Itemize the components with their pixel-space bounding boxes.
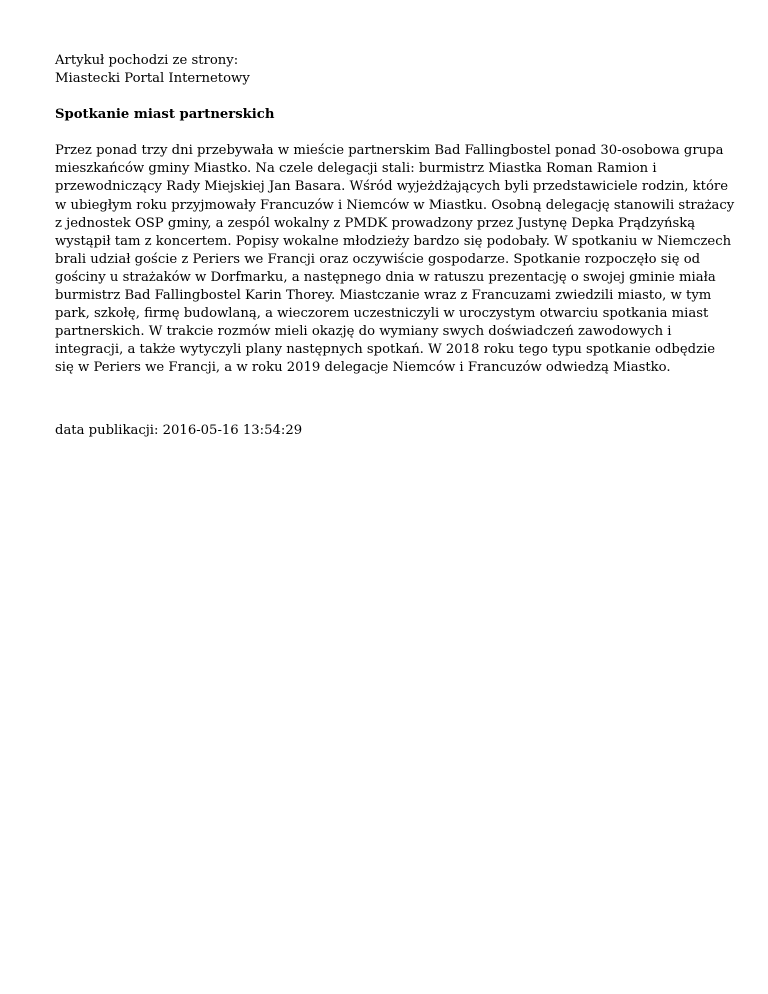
article-body-line: partnerskich. W trakcie rozmów mieli okazję do wymiany swych doświadczeń zawodowych i	[55, 324, 672, 340]
source-info	[55, 52, 725, 88]
article-body-line: się w Periers we Francji, a w roku 2019 delegacje Niemców i Francuzów odwiedzą Miastko.	[55, 360, 671, 376]
article-body	[55, 142, 735, 377]
article-body-line: brali udział goście z Periers we Francji oraz oczywiście gospodarze. Spotkanie rozpoczęło się od	[55, 251, 701, 267]
publication-date: data publikacji: 2016-05-16 13:54:29	[55, 422, 303, 438]
article-body-line: przewodniczący Rady Miejskiej Jan Basara. Wśród wyjeżdżających byli przedstawiciele rodzin, które	[55, 179, 728, 195]
article-body-line: park, szkołę, firmę budowlaną, a wieczorem uczestniczyli w uroczystym otwarciu spotkania miast	[55, 306, 709, 322]
article-body-line: wystąpił tam z koncertem. Popisy wokalne młodzieży bardzo się podobały. W spotkaniu w Niemczech	[55, 233, 732, 249]
article-body-line: mieszkańców gminy Miastko. Na czele delegacji stali: burmistrz Miastka Roman Ramion i	[55, 161, 657, 177]
article-body-line: integracji, a także wytyczyli plany następnych spotkań. W 2018 roku tego typu spotkanie odbędzie	[55, 342, 716, 358]
document-page	[55, 52, 735, 440]
article-body-line: w ubiegłym roku przyjmowały Francuzów i Niemców w Miastku. Osobną delegację stanowili strażacy	[55, 197, 735, 213]
article-title: Spotkanie miast partnerskich	[55, 107, 275, 123]
source-label: Artykuł pochodzi ze strony:	[55, 53, 239, 68]
article-body-line: Przez ponad trzy dni przebywała w mieście partnerskim Bad Fallingbostel ponad 30-osobowa grupa	[55, 143, 724, 159]
article-body-line: burmistrz Bad Fallingbostel Karin Thorey. Miastczanie wraz z Francuzami zwiedzili miasto, w tym	[55, 288, 712, 304]
article-body-line: z jednostek OSP gminy, a zespól wokalny z PMDK prowadzony przez Justynę Depka Prądzyńską	[55, 215, 696, 231]
article-body-line: gościny u strażaków w Dorfmarku, a następnego dnia w ratuszu prezentację o swojej gminie miała	[55, 269, 716, 285]
source-site-name: Miastecki Portal Internetowy	[55, 71, 250, 87]
